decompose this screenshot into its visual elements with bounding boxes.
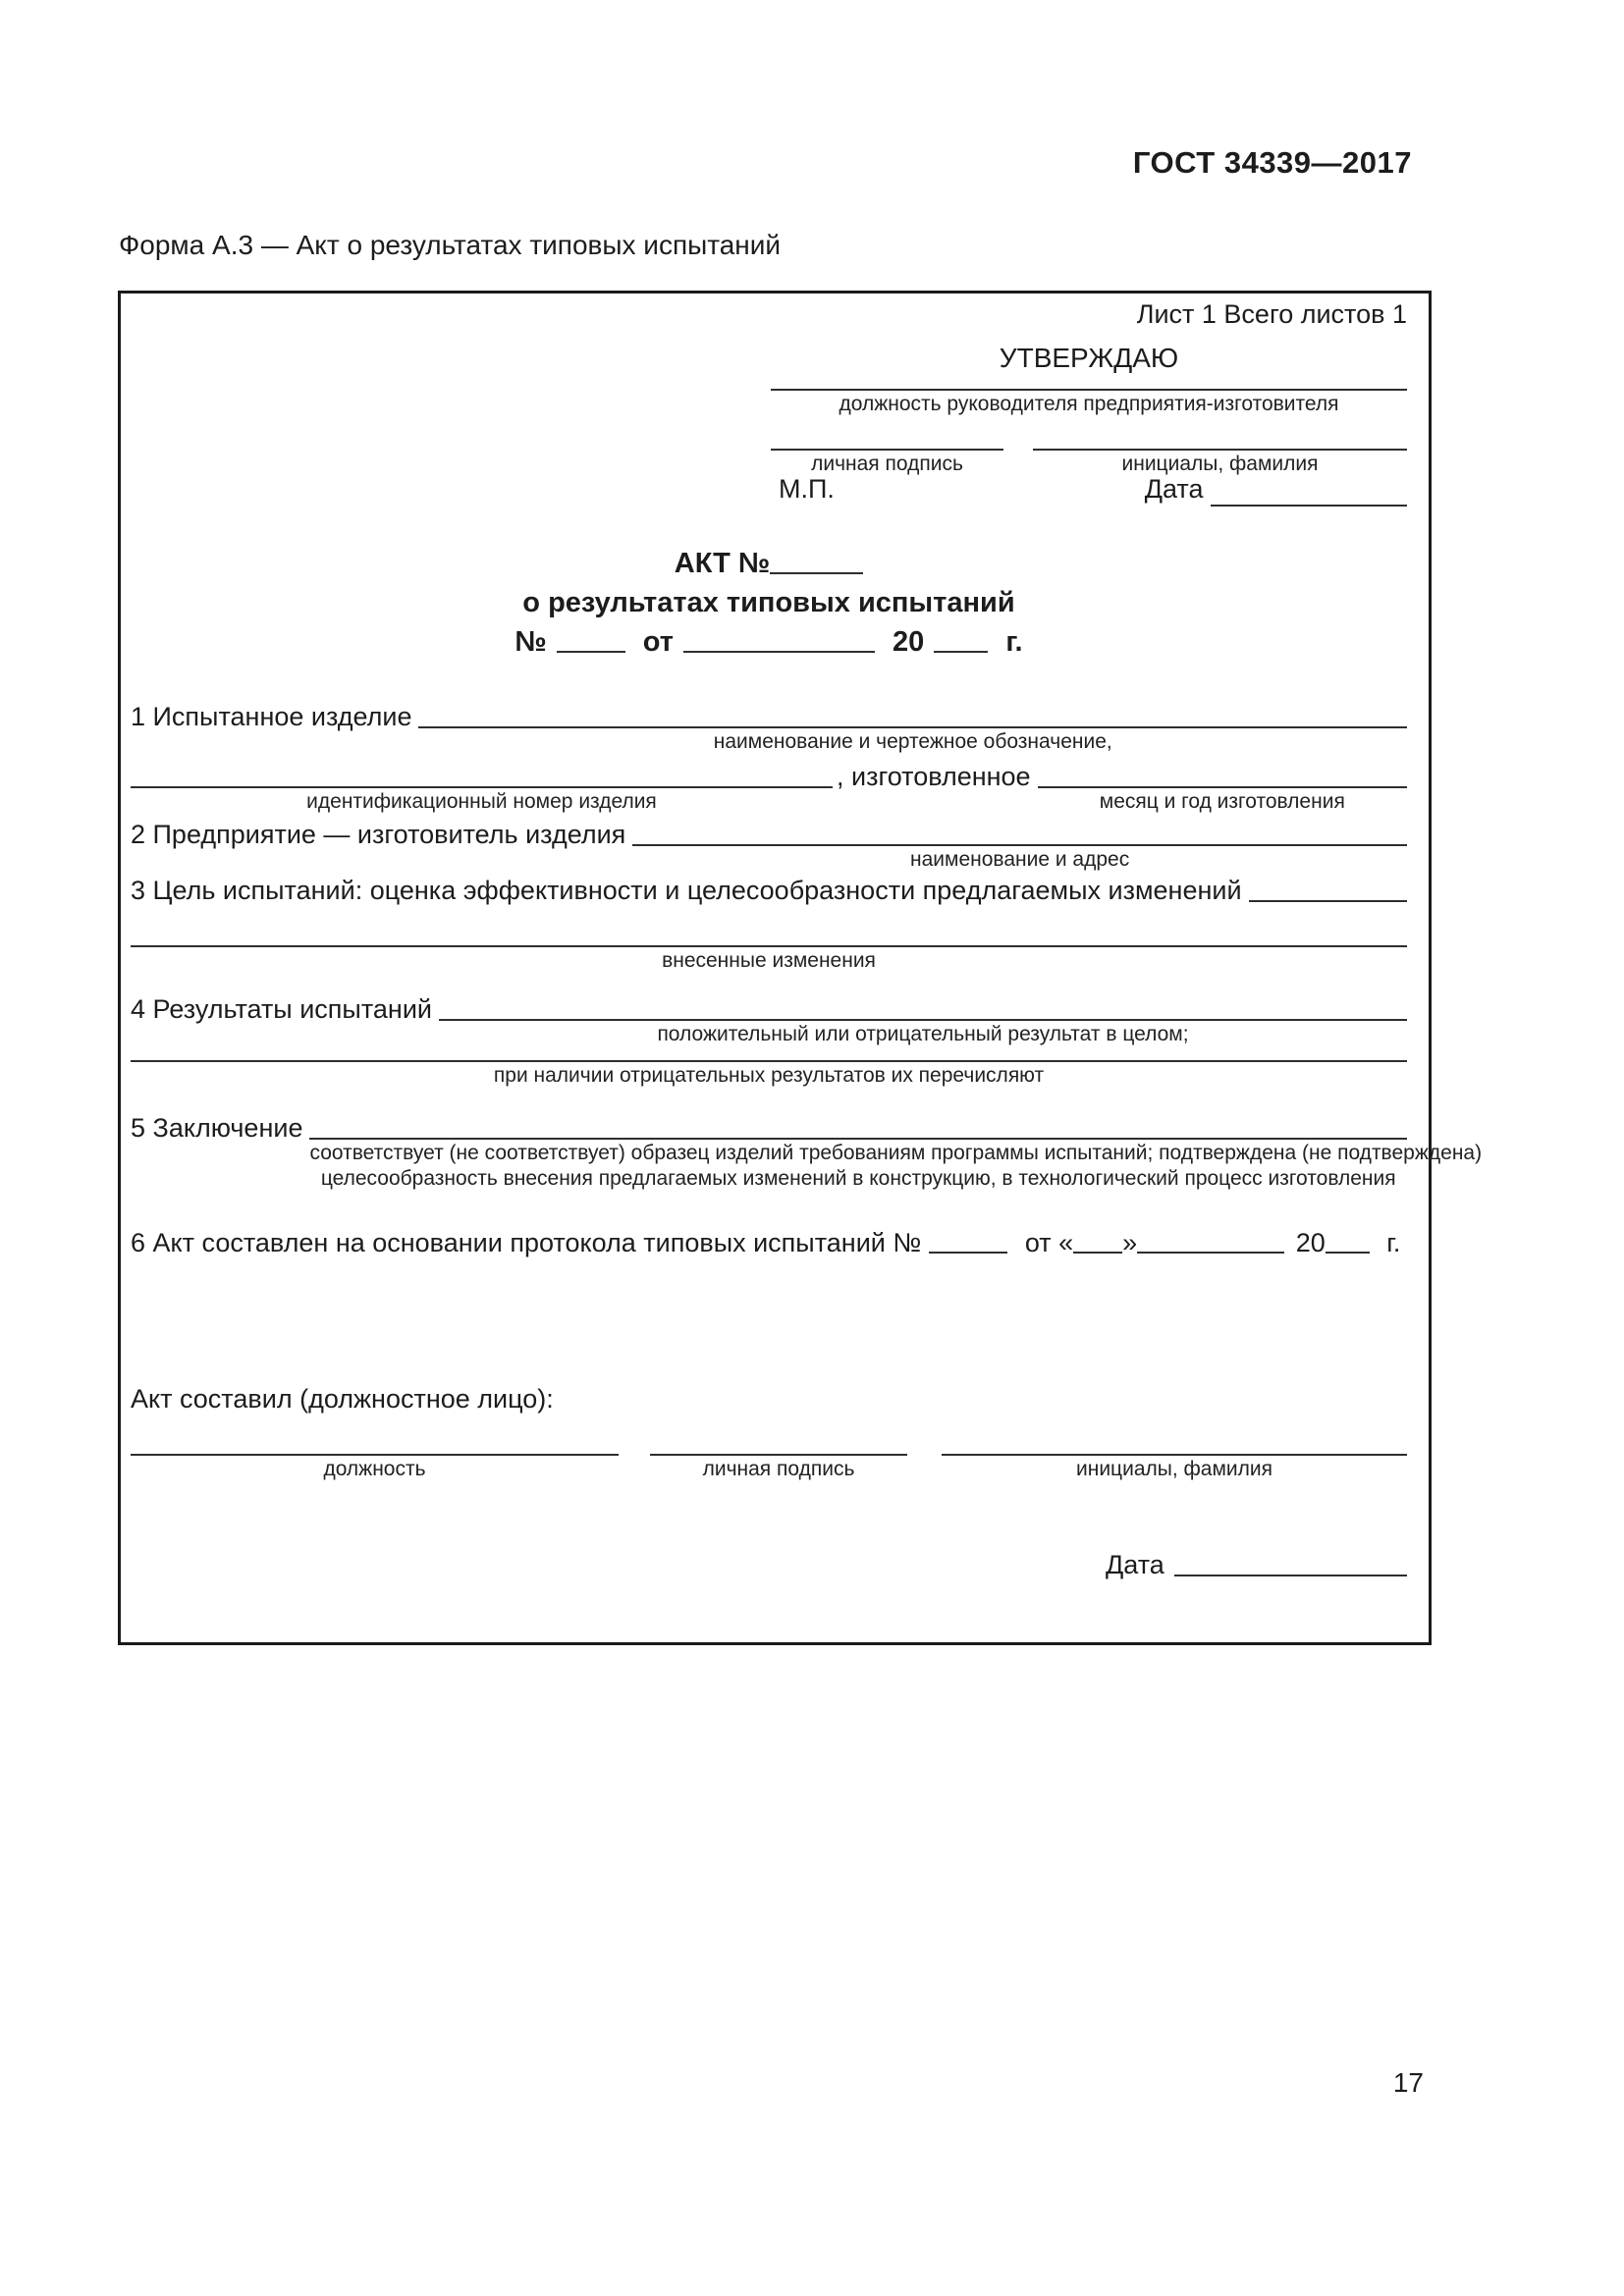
act-date-line [683,633,875,653]
act-title-block [131,548,1407,659]
section6-protocol-no-line [929,1234,1007,1254]
page-number: 17 [1392,2067,1424,2098]
composer-label: Акт составил (должностное лицо): [131,1384,554,1414]
section6-year-label: 20 [1295,1228,1326,1257]
bottom-date-line [1174,1575,1407,1576]
section6-quote: » [1122,1228,1138,1257]
section5-caption-line1: соответствует (не соответствует) образец изделий требованиям программы испытаний; подтверждена (не подтверждена) [309,1142,1483,1164]
act-title-line2: о результатах типовых испытаний [522,587,1015,618]
approval-signature-line [771,426,1003,475]
section3-row [131,876,1407,906]
approval-title: УТВЕРЖДАЮ [999,343,1179,373]
section3-changes-line [131,945,1407,972]
composer-name-line [942,1454,1407,1480]
approval-signature-caption: личная подпись [811,453,963,475]
act-title-line3 [131,626,1407,659]
act-title-text: АКТ № [674,548,771,579]
act-title-line1 [131,548,1407,580]
approval-date-line [1211,487,1407,507]
section5-row [131,1113,1483,1190]
section6-month-line [1137,1234,1284,1254]
act-year-line [934,633,988,653]
section4-caption: положительный или отрицательный результат в целом; [657,1023,1189,1045]
section4-negative-line [131,1060,1407,1087]
section1-id-line [131,762,833,813]
section6-g-label: г. [1386,1228,1401,1257]
standard-number: ГОСТ 34339—2017 [1132,145,1412,180]
act-no-sign: № [514,626,547,658]
section5-line [309,1113,1483,1190]
section3-label: 3 Цель испытаний: оценка эффективности и целесообразности предлагаемых изменений [131,876,1242,905]
approval-date-label: Дата [1144,474,1204,504]
section1-made-caption: месяц и год изготовления [1099,790,1345,813]
section1-row1 [131,702,1407,753]
act-number-line [770,555,863,574]
section2-row [131,820,1407,871]
composer-position-line [131,1454,619,1480]
section4-row [131,994,1407,1045]
section4-label: 4 Результаты испытаний [131,994,432,1024]
section5-label: 5 Заключение [131,1113,303,1143]
section1-row2 [131,762,1407,813]
section3-line [1249,876,1407,902]
composer-name-caption: инициалы, фамилия [1076,1458,1272,1480]
section2-line [632,820,1407,871]
composer-position-caption: должность [323,1458,426,1480]
section5-caption [309,1141,1483,1191]
section1-product-line [418,702,1407,753]
form-caption: Форма А.3 — Акт о результатах типовых испытаний [119,230,782,260]
approval-date-field [1145,474,1407,505]
act-no-line [557,633,625,653]
section1-made-label: , изготовленное [837,762,1031,791]
composer-signature-row [131,1454,1407,1480]
section2-label: 2 Предприятие — изготовитель изделия [131,820,626,849]
approval-position-caption: должность руководителя предприятия-изготовителя [839,393,1339,415]
act-ot-text: от [642,626,674,658]
section2-caption: наименование и адрес [910,848,1130,871]
section1-label: 1 Испытанное изделие [131,702,412,731]
bottom-date-field [1106,1550,1407,1580]
section4-negative-caption: при наличии отрицательных результатов их перечисляют [493,1064,1045,1087]
bottom-date-label: Дата [1106,1550,1164,1579]
section6-year-line [1326,1234,1370,1254]
form-frame [118,291,1483,1645]
section6-day-line [1073,1234,1122,1254]
stamp-label: М.П. [779,474,835,504]
approval-name-caption: инициалы, фамилия [1121,453,1319,475]
section1-id-caption: идентификационный номер изделия [306,790,657,813]
approval-block [771,343,1407,505]
approval-name-line [1033,426,1407,475]
section6-ot-label: от « [1024,1228,1074,1257]
section5-caption-line2: целесообразность внесения предлагаемых изменений в конструкцию, в технологический процесс изготовления [320,1166,1396,1190]
section3-changes-caption: внесенные изменения [662,949,876,972]
composer-signature-caption: личная подпись [702,1458,855,1480]
section1-name-caption: наименование и чертежное обозначение, [713,730,1112,753]
act-g-text: г. [1005,626,1023,658]
section1-made-line [1038,762,1407,813]
stamp-date-row [771,474,1407,505]
act-year-text: 20 [893,626,925,658]
section6-label: 6 Акт составлен на основании протокола типовых испытаний № [131,1228,922,1257]
sheet-info: Лист 1 Всего листов 1 [1136,299,1407,329]
section6-row [131,1228,1407,1258]
approval-signature-row [771,426,1407,475]
section4-line [439,994,1407,1045]
approval-position-line [771,376,1407,415]
composer-signature-line [650,1454,907,1480]
